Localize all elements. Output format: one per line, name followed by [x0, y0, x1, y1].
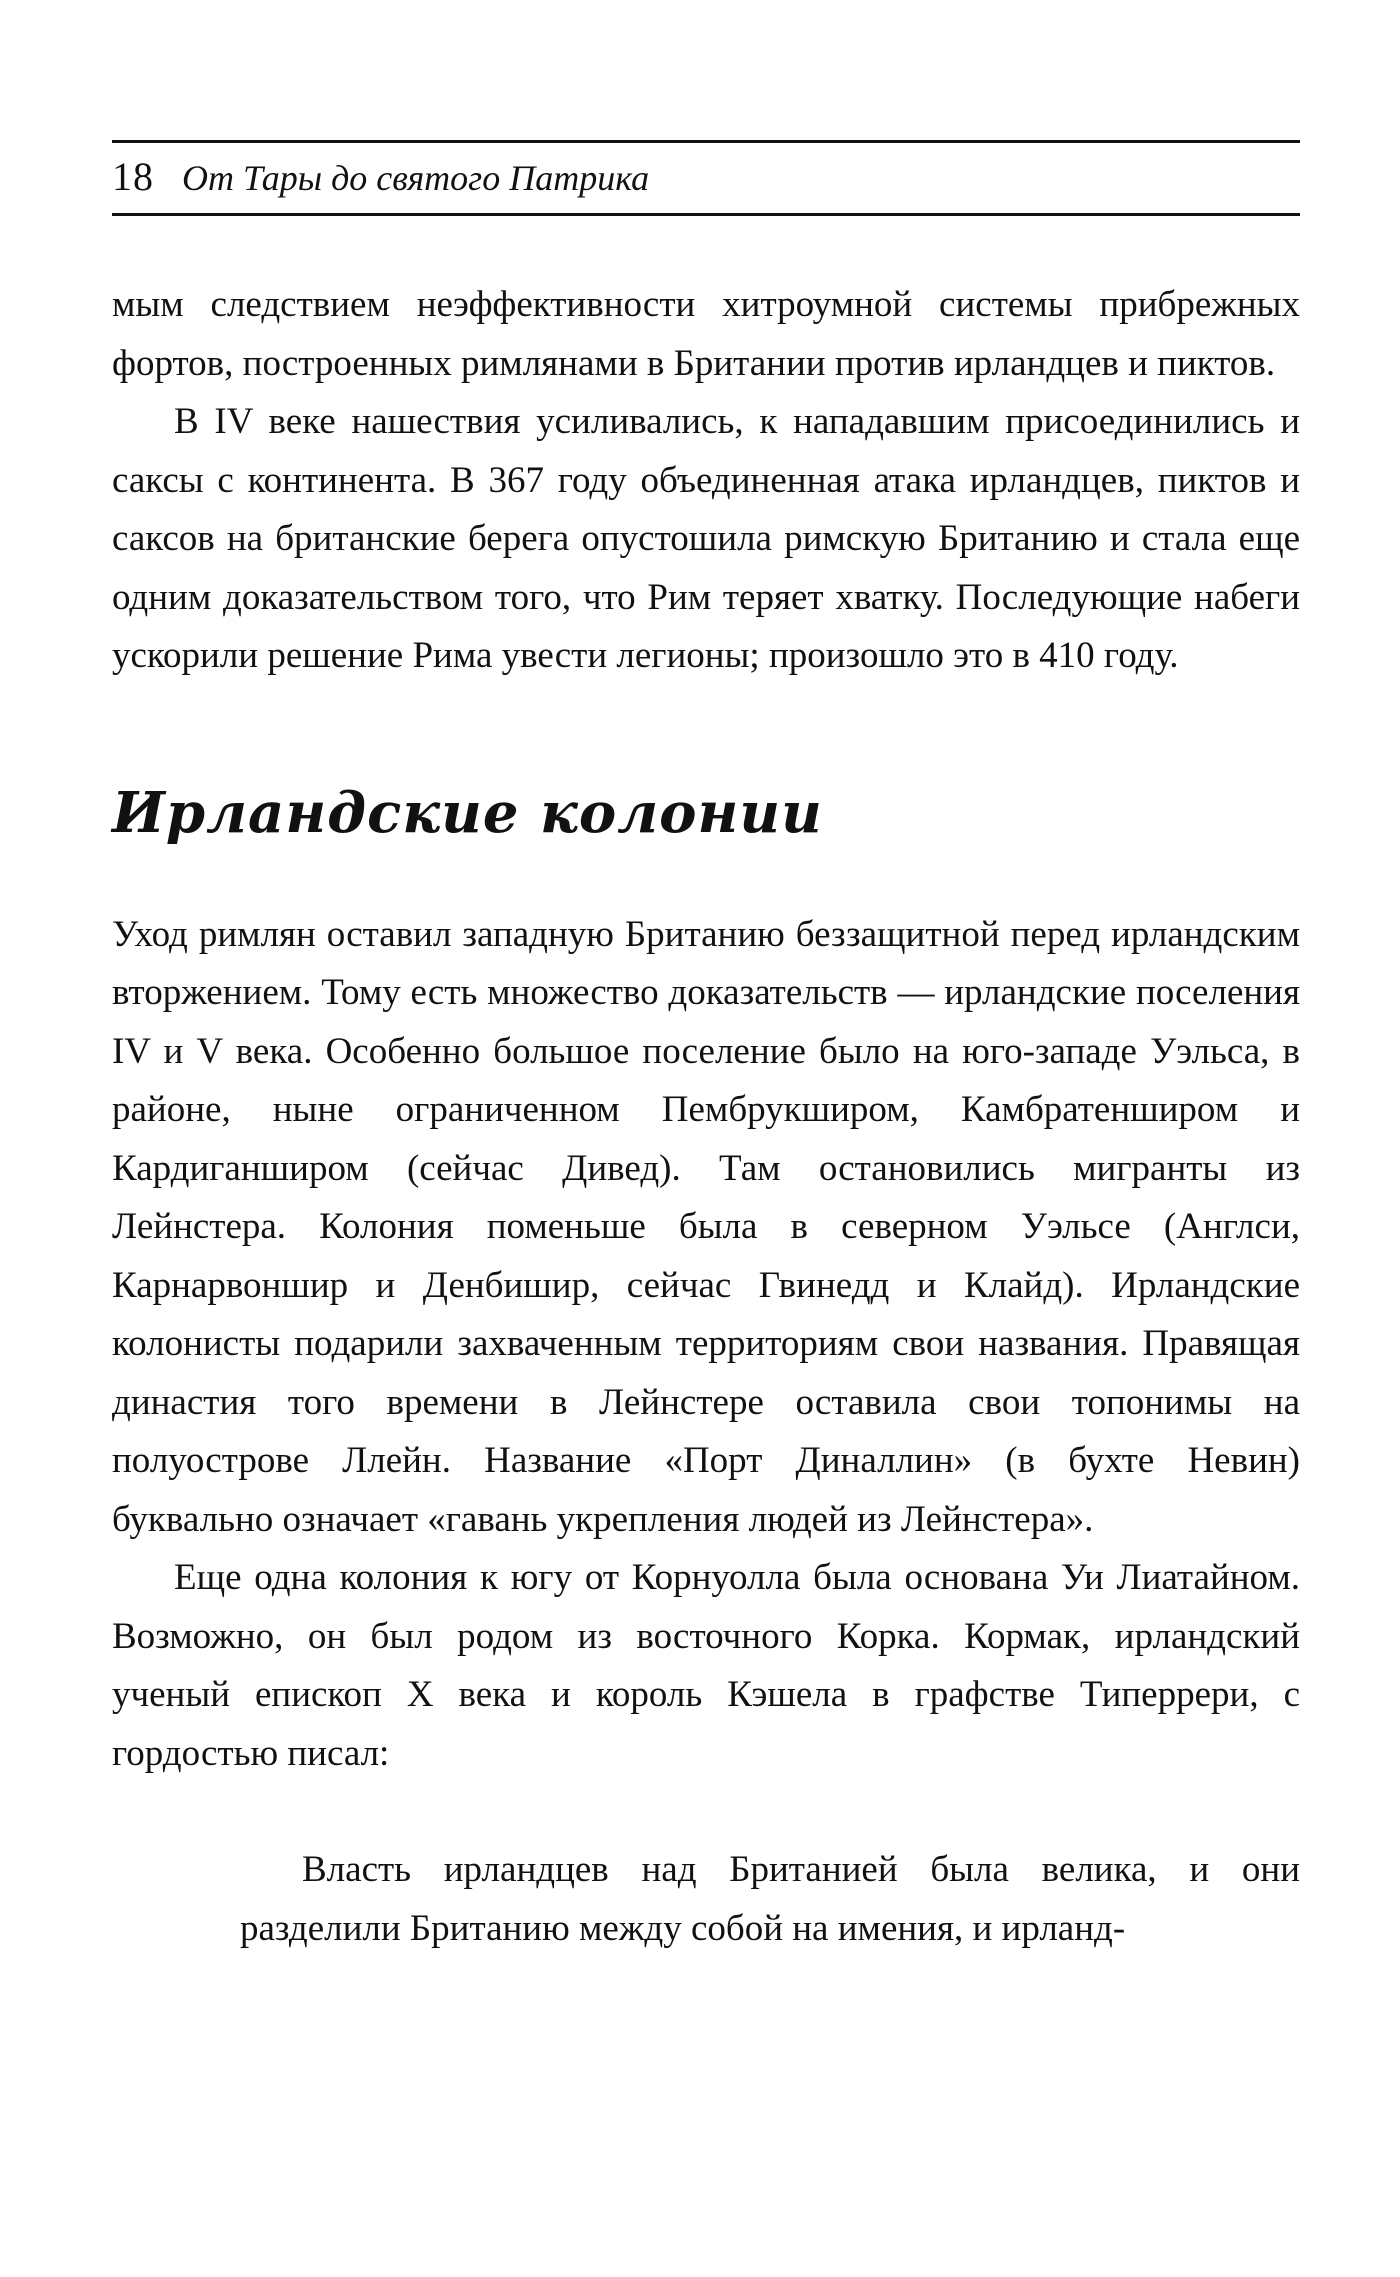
section-heading: Ирландские колонии — [112, 779, 823, 846]
page-number: 18 — [112, 154, 154, 199]
running-head — [112, 143, 1300, 213]
paragraph-4: Еще одна колония к югу от Корнуолла была основана Уи Лиатайном. Возможно, он был родом из восточного Корка. Кормак, ирландский ученый епископ X века и король Кэшела в графстве Типеррери, с гордостью писал: — [112, 1557, 1300, 1774]
book-title: От Тары до святого Патрика — [182, 158, 650, 198]
paragraph-1: мым следствием неэффективности хитроумной системы прибрежных фортов, построенных римлянами в Британии против ирландцев и пиктов. — [112, 284, 1300, 384]
quote-text: Власть ирландцев над Британией была велика, и они разделили Британию между собой на имения, и ирланд- — [240, 1849, 1300, 1949]
book-page — [112, 140, 1300, 1958]
body-text — [112, 276, 1300, 1958]
paragraph-2: В IV веке нашествия усиливались, к нападавшим присоединились и саксы с континента. В 367 году объединенная атака ирландцев, пиктов и саксов на британские берега опустошила римскую Британию и стала еще одним доказательством того, что Рим теряет хватку. Последующие набеги ускорили решение Рима увести легионы; произошло это в 410 году. — [112, 401, 1300, 676]
header-bottom-rule — [112, 213, 1300, 216]
paragraph-3: Уход римлян оставил западную Британию беззащитной перед ирландским вторжением. Тому есть множество доказательств — ирландские поселения IV и V века. Особенно большое поселение было на юго-западе Уэльса, в районе, ныне ограниченном Пембрукширом, Камбратенширом и Кардиганширом (сейчас Дивед). Там остановились мигранты из Лейнстера. Колония поменьше была в северном Уэльсе (Англси, Карнарвоншир и Денбишир, сейчас Гвинедд и Клайд). Ирландские колонисты подарили захваченным территориям свои названия. Правящая династия того времени в Лейнстере оставила свои топонимы на полуострове Ллейн. Название «Порт Диналлин» (в бухте Невин) буквально означает «гавань укрепления людей из Лейнстера». — [112, 913, 1300, 1540]
block-quote — [240, 1841, 1300, 1958]
